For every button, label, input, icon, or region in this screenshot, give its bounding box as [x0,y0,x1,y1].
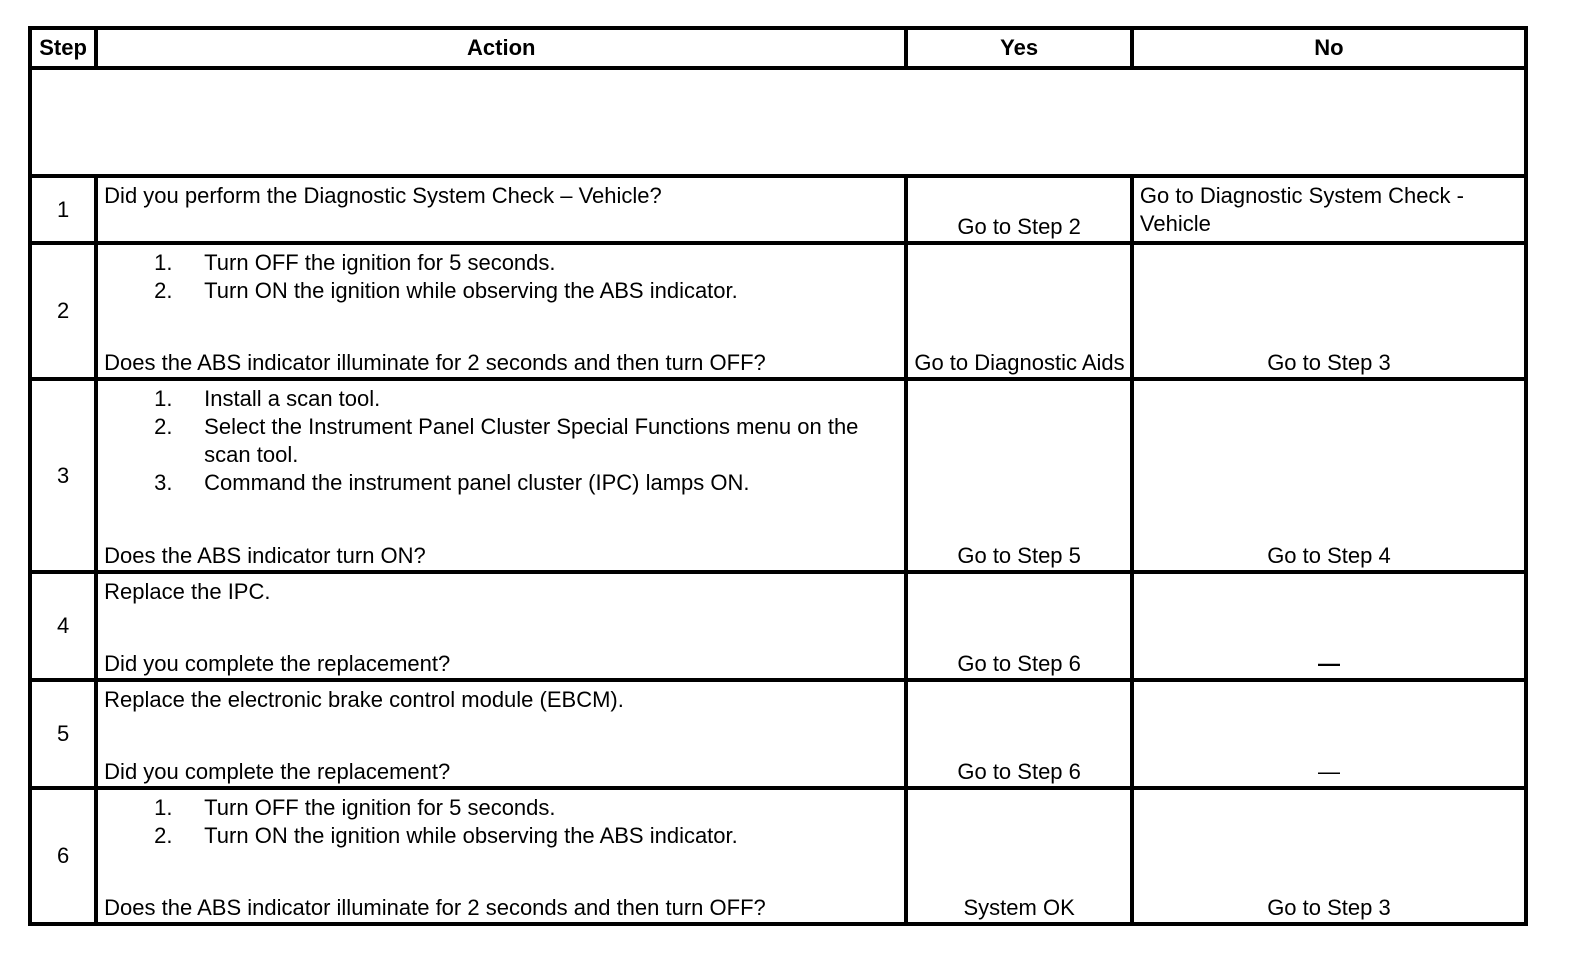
table-row [30,379,1526,572]
yes-cell [906,379,1132,572]
action-cell [96,788,906,924]
yes-text: Go to Step 6 [957,651,1081,676]
table-row [30,176,1526,243]
no-text: Go to Step 3 [1267,895,1391,920]
no-text: Go to Step 3 [1267,350,1391,375]
no-cell [1132,572,1526,680]
yes-text: Go to Step 6 [957,759,1081,784]
blank-cell [30,68,1526,176]
yes-cell [906,176,1132,243]
yes-cell [906,243,1132,379]
step-number: 2 [30,243,96,379]
action-question: Does the ABS indicator illuminate for 2 seconds and then turn OFF? [104,350,766,375]
table-row [30,243,1526,379]
action-cell [96,379,906,572]
no-text: Go to Step 4 [1267,543,1391,568]
action-text: Replace the electronic brake control module (EBCM). [104,687,624,712]
table-row [30,572,1526,680]
yes-text: Go to Step 5 [957,543,1081,568]
action-cell [96,572,906,680]
no-cell [1132,788,1526,924]
list-item: 1. Turn OFF the ignition for 5 seconds. [154,795,556,820]
action-question: Did you complete the replacement? [104,759,451,784]
list-item: 1. Turn OFF the ignition for 5 seconds. [154,250,556,275]
yes-text: Go to Step 2 [957,214,1081,239]
action-steps-list [104,385,898,497]
step-number: 4 [30,572,96,680]
header-action: Action [96,28,906,68]
diagnostic-table [28,26,1528,926]
list-item: 3. Command the instrument panel cluster (IPC) lamps ON. [154,470,750,495]
action-question: Did you complete the replacement? [104,651,451,676]
list-item: 2. Select the Instrument Panel Cluster Special Functions menu on the scan tool. [154,414,859,467]
step-number: 5 [30,680,96,788]
no-cell [1132,379,1526,572]
action-steps-list [104,249,898,305]
no-cell [1132,243,1526,379]
step-number: 1 [30,176,96,243]
action-cell [96,176,906,243]
header-row [30,28,1526,68]
list-item: 2. Turn ON the ignition while observing the ABS indicator. [154,278,738,303]
yes-cell [906,572,1132,680]
yes-cell [906,680,1132,788]
action-cell [96,680,906,788]
header-yes: Yes [906,28,1132,68]
list-item: 2. Turn ON the ignition while observing the ABS indicator. [154,823,738,848]
list-item: 1. Install a scan tool. [154,386,381,411]
header-no: No [1132,28,1526,68]
blank-row [30,68,1526,176]
yes-text: System OK [963,895,1075,920]
no-cell [1132,680,1526,788]
action-text: Did you perform the Diagnostic System Check – Vehicle? [104,183,662,208]
action-cell [96,243,906,379]
action-question: Does the ABS indicator illuminate for 2 seconds and then turn OFF? [104,895,766,920]
step-number: 3 [30,379,96,572]
no-text: — [1317,759,1340,784]
no-cell [1132,176,1526,243]
header-step: Step [30,28,96,68]
action-steps-list [104,794,898,850]
action-question: Does the ABS indicator turn ON? [104,543,426,568]
table-row [30,788,1526,924]
no-text: Go to Diagnostic System Check - Vehicle [1139,183,1464,236]
yes-cell [906,788,1132,924]
table-row [30,680,1526,788]
no-text: — [1317,651,1340,676]
step-number: 6 [30,788,96,924]
yes-text: Go to Diagnostic Aids [914,350,1125,375]
action-text: Replace the IPC. [104,579,271,604]
